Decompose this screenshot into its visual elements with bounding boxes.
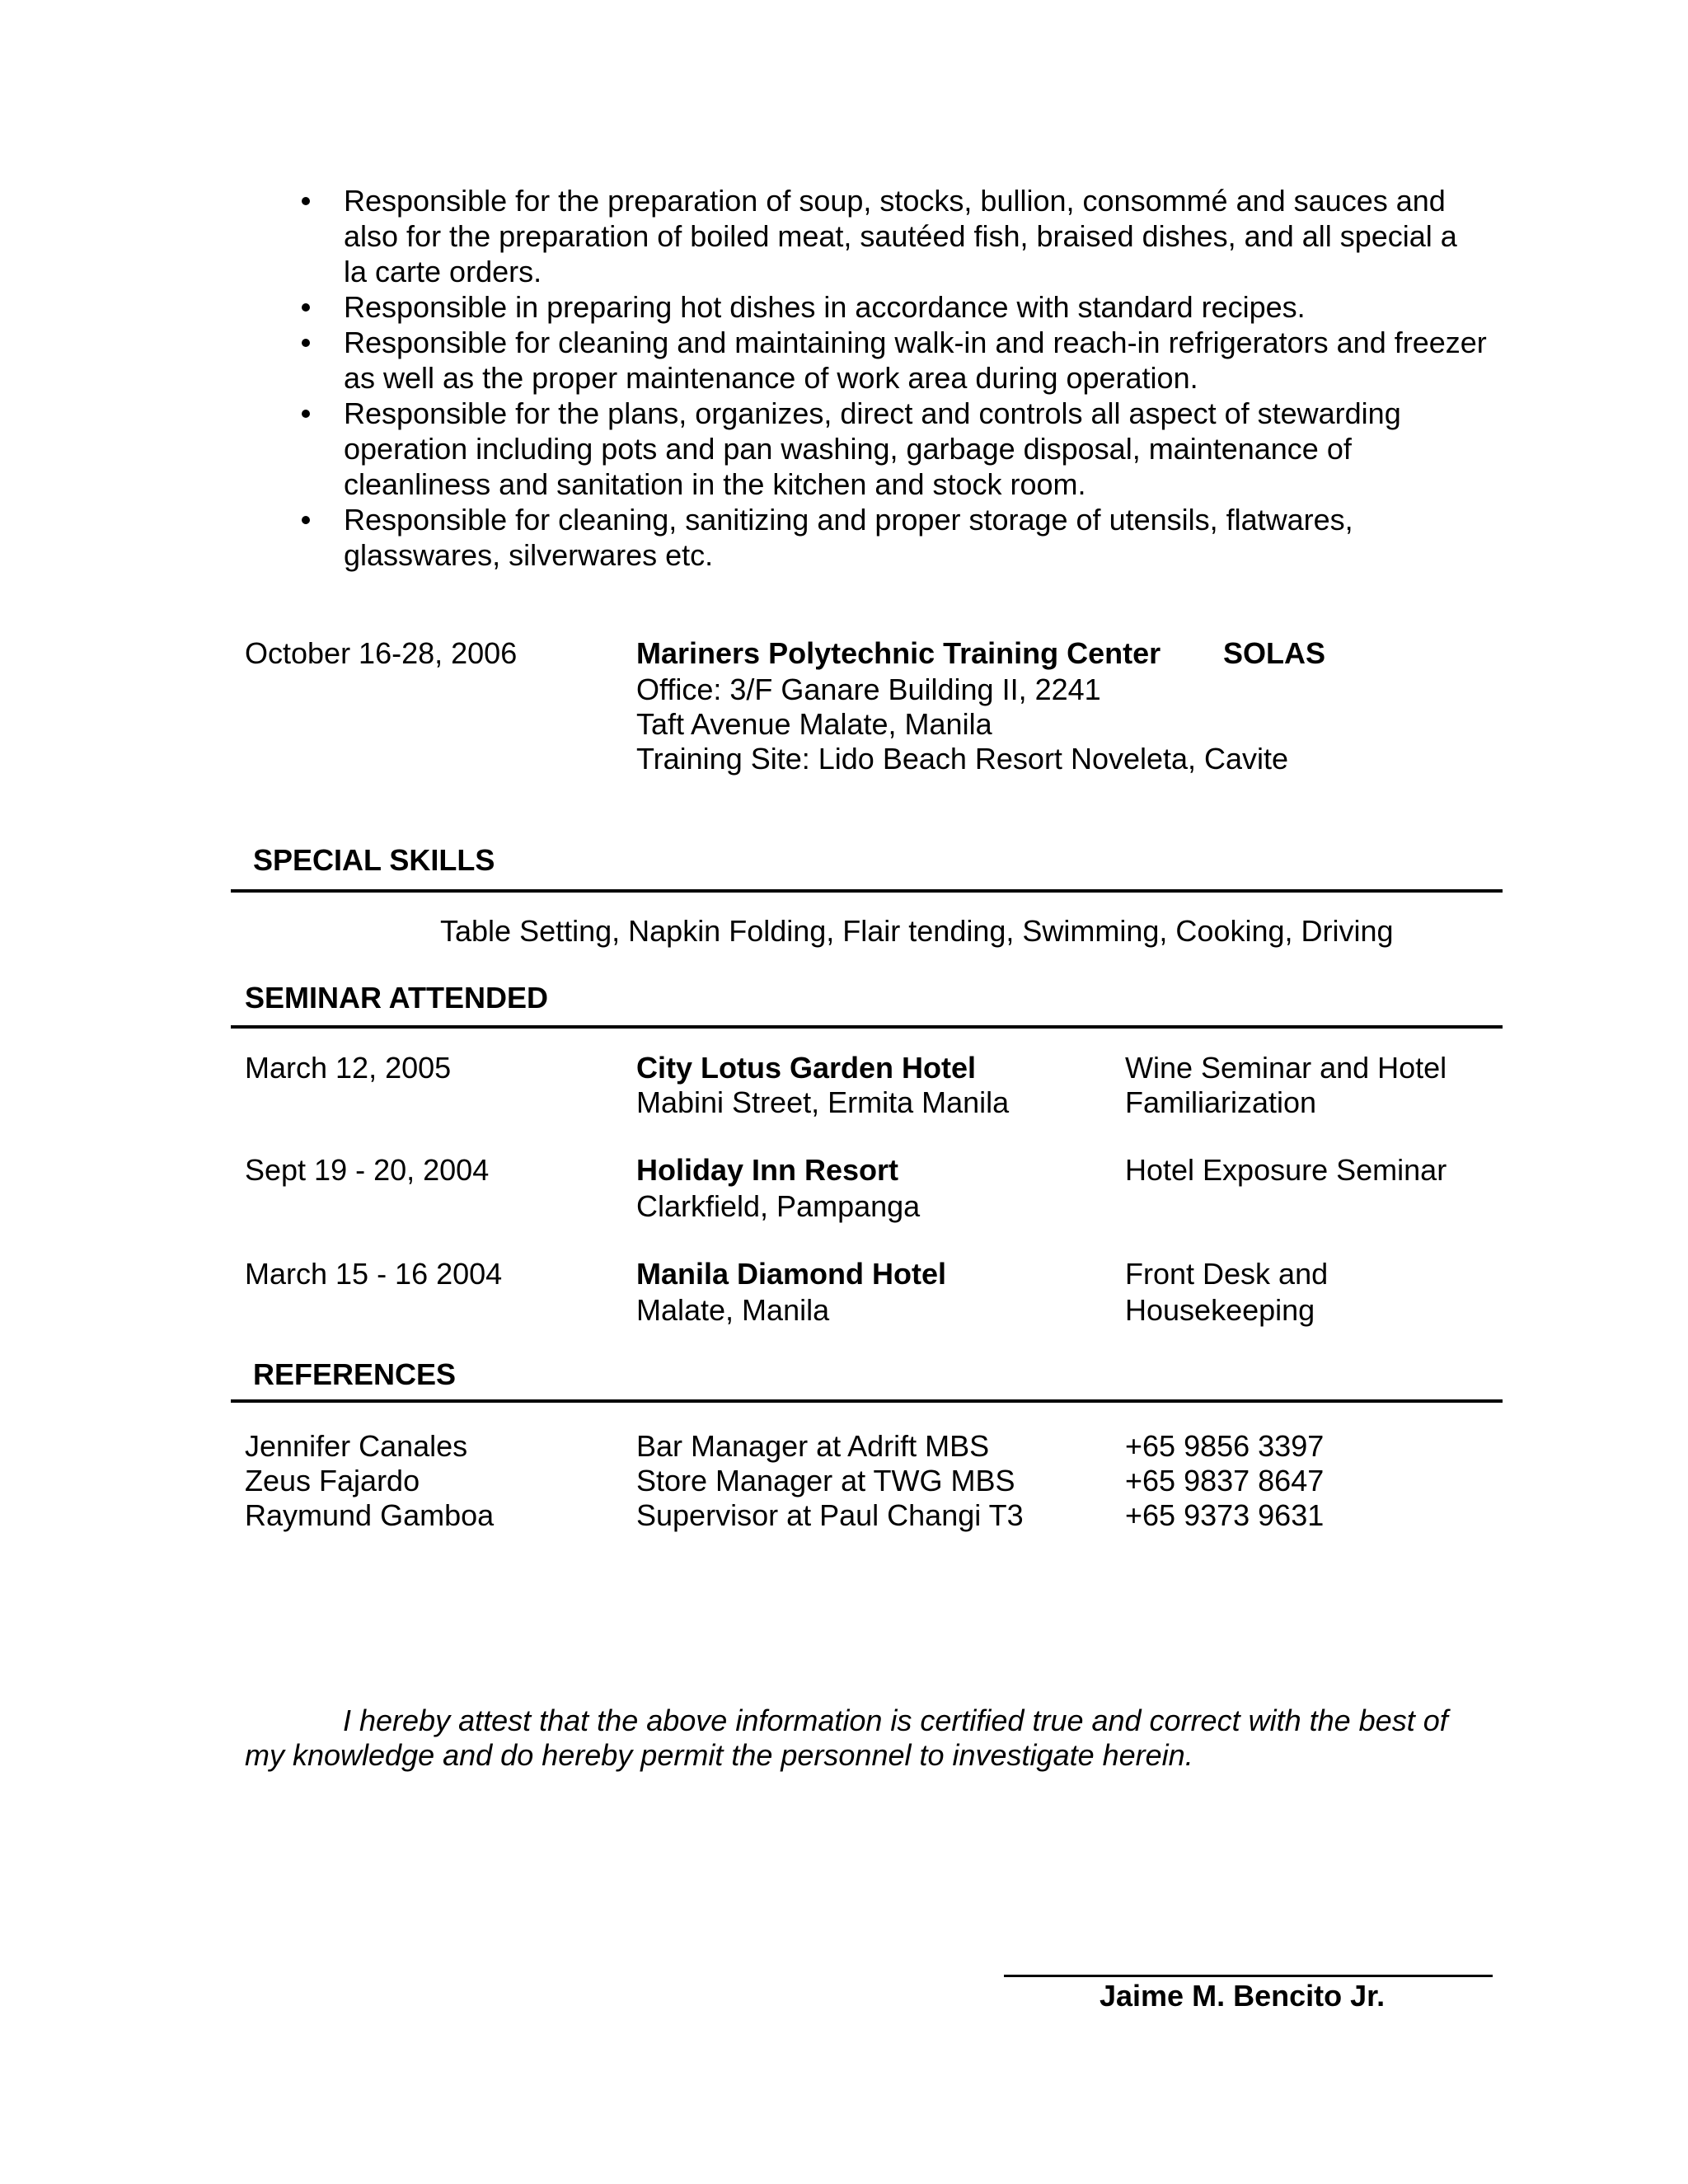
seminar-venue: Manila Diamond Hotel xyxy=(636,1257,947,1291)
training-school: Mariners Polytechnic Training Center xyxy=(636,636,1161,670)
divider xyxy=(231,1399,1503,1403)
reference-name: Raymund Gamboa xyxy=(245,1498,495,1532)
section-heading-seminars: SEMINAR ATTENDED xyxy=(245,981,548,1015)
list-item: Responsible for the preparation of soup, stocks, bullion, consommé and sauces and also for the preparation of boiled meat, sautéed fish, braised dishes, and all special a la carte orders. xyxy=(344,184,1457,288)
section-heading-references: REFERENCES xyxy=(253,1357,457,1391)
seminar-date: March 12, 2005 xyxy=(245,1051,452,1085)
list-item: Responsible for cleaning and maintaining walk-in and reach-in refrigerators and freezer as well as the proper maintenance of work area during operation. xyxy=(344,326,1487,395)
training-date: October 16-28, 2006 xyxy=(245,636,518,670)
seminar-address: Clarkfield, Pampanga xyxy=(636,1189,921,1223)
reference-position: Supervisor at Paul Changi T3 xyxy=(636,1498,1024,1532)
signature-name: Jaime M. Bencito Jr. xyxy=(1100,1979,1386,2013)
reference-phone: +65 9856 3397 xyxy=(1125,1429,1325,1463)
seminar-topic: Hotel Exposure Seminar xyxy=(1125,1153,1447,1187)
attestation-line2: my knowledge and do hereby permit the personnel to investigate herein. xyxy=(245,1738,1193,1772)
seminar-date: March 15 - 16 2004 xyxy=(245,1257,503,1291)
reference-phone: +65 9837 8647 xyxy=(1125,1464,1325,1497)
seminar-address: Mabini Street, Ermita Manila xyxy=(636,1085,1010,1119)
list-item: Responsible in preparing hot dishes in accordance with standard recipes. xyxy=(344,290,1306,324)
seminar-topic: Familiarization xyxy=(1125,1085,1317,1119)
divider xyxy=(231,1025,1503,1029)
seminar-topic: Wine Seminar and Hotel xyxy=(1125,1051,1447,1085)
seminar-date: Sept 19 - 20, 2004 xyxy=(245,1153,490,1187)
training-office-line2: Taft Avenue Malate, Manila xyxy=(636,707,992,741)
training-office-line1: Office: 3/F Ganare Building II, 2241 xyxy=(636,673,1101,706)
section-heading-special-skills: SPECIAL SKILLS xyxy=(253,843,495,877)
divider xyxy=(231,889,1503,893)
seminar-topic: Front Desk and xyxy=(1125,1257,1329,1291)
list-item: Responsible for cleaning, sanitizing and proper storage of utensils, flatwares, glasswares, silverwares etc. xyxy=(344,503,1353,572)
reference-name: Jennifer Canales xyxy=(245,1429,468,1463)
duties-list xyxy=(300,183,1487,573)
reference-position: Store Manager at TWG MBS xyxy=(636,1464,1015,1497)
reference-name: Zeus Fajardo xyxy=(245,1464,420,1497)
reference-phone: +65 9373 9631 xyxy=(1125,1498,1325,1532)
special-skills-text: Table Setting, Napkin Folding, Flair tending, Swimming, Cooking, Driving xyxy=(440,914,1394,948)
training-course: SOLAS xyxy=(1223,636,1326,670)
training-site: Training Site: Lido Beach Resort Noveleta, Cavite xyxy=(636,742,1289,776)
reference-position: Bar Manager at Adrift MBS xyxy=(636,1429,990,1463)
attestation-line1: I hereby attest that the above information is certified true and correct with the best of xyxy=(343,1704,1448,1737)
signature-line xyxy=(1004,1975,1493,1977)
seminar-topic: Housekeeping xyxy=(1125,1293,1315,1327)
list-item: Responsible for the plans, organizes, direct and controls all aspect of stewarding operation including pots and pan washing, garbage disposal, maintenance of cleanliness and sanitation in the kitchen and stock room. xyxy=(344,396,1401,501)
seminar-venue: Holiday Inn Resort xyxy=(636,1153,899,1187)
seminar-venue: City Lotus Garden Hotel xyxy=(636,1051,977,1085)
seminar-address: Malate, Manila xyxy=(636,1293,830,1327)
